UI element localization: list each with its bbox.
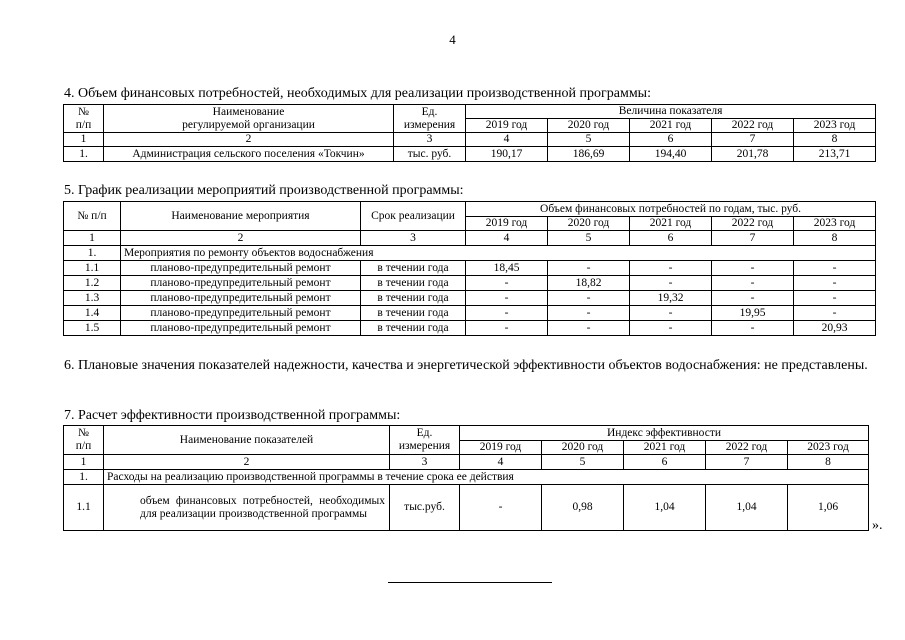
row-value: 201,78 (712, 147, 794, 162)
header-value: Индекс эффективности (460, 426, 869, 441)
section-4-heading: 4. Объем финансовых потребностей, необходимых для реализации производственной программы: (64, 86, 651, 101)
index-cell: 6 (630, 231, 712, 246)
index-cell: 8 (794, 231, 876, 246)
bottom-rule (388, 582, 552, 583)
header-year: 2023 год (794, 217, 876, 231)
index-row (64, 133, 876, 147)
row-term: в течении года (361, 276, 466, 291)
header-year: 2022 год (712, 217, 794, 231)
index-cell: 2 (104, 455, 390, 470)
row-value: 194,40 (630, 147, 712, 162)
header-term: Срок реализации (361, 202, 466, 231)
header-value: Объем финансовых потребностей по годам, тыс. руб. (466, 202, 876, 217)
index-cell: 1 (64, 231, 121, 246)
row-value: - (548, 321, 630, 336)
index-cell: 1 (64, 455, 104, 470)
index-cell: 6 (624, 455, 706, 470)
row-num: 1.5 (64, 321, 121, 336)
header-year: 2021 год (630, 217, 712, 231)
row-value: 213,71 (794, 147, 876, 162)
group-row (64, 246, 876, 261)
row-value: - (630, 261, 712, 276)
index-cell: 3 (390, 455, 460, 470)
header-year: 2022 год (712, 119, 794, 133)
index-cell: 3 (394, 133, 466, 147)
row-value: - (548, 291, 630, 306)
row-term: в течении года (361, 291, 466, 306)
section-7-heading: 7. Расчет эффективности производственной программы: (64, 408, 401, 423)
header-year: 2021 год (630, 119, 712, 133)
index-cell: 3 (361, 231, 466, 246)
index-cell: 5 (542, 455, 624, 470)
row-value: 19,32 (630, 291, 712, 306)
row-value: - (466, 276, 548, 291)
header-year: 2020 год (542, 441, 624, 455)
table-row (64, 321, 876, 336)
row-value: - (466, 291, 548, 306)
group-name: Расходы на реализацию производственной программы в течение срока ее действия (104, 470, 869, 485)
index-row (64, 231, 876, 246)
row-value: - (712, 291, 794, 306)
table-row (64, 261, 876, 276)
section-7-table (63, 425, 869, 531)
row-num: 1.4 (64, 306, 121, 321)
header-value: Величина показателя (466, 105, 876, 119)
index-cell: 6 (630, 133, 712, 147)
row-num: 1.2 (64, 276, 121, 291)
row-measure-name: планово-предупредительный ремонт (121, 306, 361, 321)
row-value: 19,95 (712, 306, 794, 321)
header-org-name: Наименование регулируемой организации (104, 105, 394, 133)
header-indicator-name: Наименование показателей (104, 426, 390, 455)
table-row (64, 485, 869, 531)
index-cell: 2 (104, 133, 394, 147)
row-value: - (712, 321, 794, 336)
header-year: 2019 год (466, 217, 548, 231)
row-value: - (794, 306, 876, 321)
row-value: - (712, 261, 794, 276)
index-cell: 4 (466, 133, 548, 147)
section-5-heading: 5. График реализации мероприятий производственной программы: (64, 183, 464, 198)
header-unit: Ед. измерения (394, 105, 466, 133)
table-row (64, 276, 876, 291)
header-num: № п/п (64, 202, 121, 231)
index-cell: 7 (712, 133, 794, 147)
row-num: 1.3 (64, 291, 121, 306)
table-row (64, 306, 876, 321)
header-num: № п/п (64, 426, 104, 455)
header-year: 2022 год (706, 441, 788, 455)
index-cell: 1 (64, 133, 104, 147)
group-num: 1. (64, 246, 121, 261)
index-cell: 5 (548, 133, 630, 147)
row-value: - (712, 276, 794, 291)
row-measure-name: планово-предупредительный ремонт (121, 276, 361, 291)
table-row (64, 291, 876, 306)
index-cell: 5 (548, 231, 630, 246)
index-cell: 4 (460, 455, 542, 470)
row-measure-name: планово-предупредительный ремонт (121, 261, 361, 276)
row-value: - (466, 321, 548, 336)
row-value: - (630, 306, 712, 321)
row-value: - (794, 261, 876, 276)
index-cell: 7 (712, 231, 794, 246)
row-value: 190,17 (466, 147, 548, 162)
index-cell: 4 (466, 231, 548, 246)
row-num: 1.1 (64, 485, 104, 531)
row-value: 18,45 (466, 261, 548, 276)
row-value: 1,06 (788, 485, 869, 531)
section-5-table (63, 201, 876, 336)
header-year: 2021 год (624, 441, 706, 455)
index-cell: 8 (788, 455, 869, 470)
row-indicator-name: объем финансовых потребностей, необходимых для реализации производственной программы (104, 485, 390, 531)
row-value: 1,04 (706, 485, 788, 531)
section-6-text: 6. Плановые значения показателей надежности, качества и энергетической эффективности объектов водоснабжения: не представлены. (64, 358, 868, 373)
section-4-table (63, 104, 876, 162)
group-name: Мероприятия по ремонту объектов водоснабжения (121, 246, 876, 261)
row-value: 20,93 (794, 321, 876, 336)
header-year: 2020 год (548, 119, 630, 133)
row-value: - (548, 306, 630, 321)
row-value: 186,69 (548, 147, 630, 162)
row-value: - (460, 485, 542, 531)
index-row (64, 455, 869, 470)
row-num: 1. (64, 147, 104, 162)
group-num: 1. (64, 470, 104, 485)
row-term: в течении года (361, 321, 466, 336)
row-value: - (466, 306, 548, 321)
index-cell: 2 (121, 231, 361, 246)
row-term: в течении года (361, 261, 466, 276)
row-value: 1,04 (624, 485, 706, 531)
row-value: - (630, 276, 712, 291)
row-value: - (794, 276, 876, 291)
row-value: 0,98 (542, 485, 624, 531)
row-measure-name: планово-предупредительный ремонт (121, 291, 361, 306)
row-term: в течении года (361, 306, 466, 321)
closing-quote: ». (872, 518, 883, 533)
page-number: 4 (449, 32, 456, 47)
header-measure-name: Наименование мероприятия (121, 202, 361, 231)
group-row (64, 470, 869, 485)
header-year: 2020 год (548, 217, 630, 231)
row-value: 18,82 (548, 276, 630, 291)
header-num: № п/п (64, 105, 104, 133)
row-org-name: Администрация сельского поселения «Токчин» (104, 147, 394, 162)
row-measure-name: планово-предупредительный ремонт (121, 321, 361, 336)
row-value: - (548, 261, 630, 276)
row-value: - (630, 321, 712, 336)
index-cell: 7 (706, 455, 788, 470)
header-year: 2019 год (466, 119, 548, 133)
row-unit: тыс. руб. (394, 147, 466, 162)
row-unit: тыс.руб. (390, 485, 460, 531)
row-value: - (794, 291, 876, 306)
row-num: 1.1 (64, 261, 121, 276)
table-row (64, 147, 876, 162)
header-year: 2023 год (794, 119, 876, 133)
header-year: 2023 год (788, 441, 869, 455)
header-year: 2019 год (460, 441, 542, 455)
header-unit: Ед. измерения (390, 426, 460, 455)
index-cell: 8 (794, 133, 876, 147)
